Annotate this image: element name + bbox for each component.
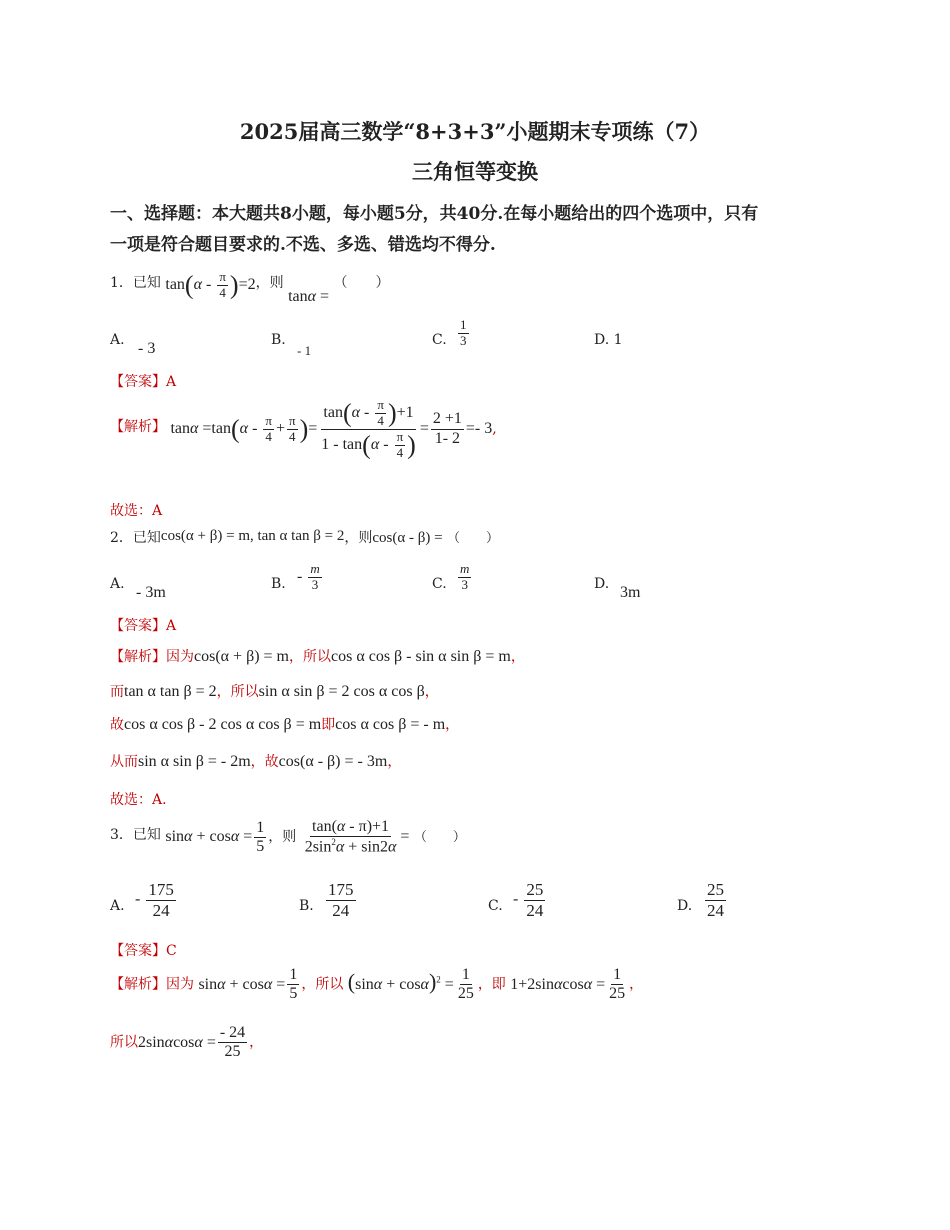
math-ask: cos(α - β) = [372, 530, 443, 546]
q3-option-b-value: $\frac{175}{24}$ [328, 880, 354, 920]
answer-blank: （ ） [333, 275, 390, 292]
math-condition: sinα + cosα = $\frac{1}{5}$ [165, 818, 265, 856]
q1-choose [110, 500, 162, 520]
question-1 [110, 268, 390, 306]
question-connector: ，则 [255, 275, 284, 292]
analysis-label: 【解析】 [110, 976, 166, 993]
q1-option-b-value: - 1 [297, 343, 312, 358]
q2-analysis-line4: 从而sin α sin β = - 2m，故cos(α - β) = - 3m， [110, 753, 402, 770]
math-condition: cos(α + β) = m, tan α tan β = 2 [160, 528, 345, 544]
answer-label: 【答案】 [110, 943, 166, 959]
q2-answer [110, 615, 176, 635]
question-connector: ，则 [268, 829, 297, 846]
q2-analysis-line2: 而tan α tan β = 2，所以sin α sin β = 2 cos α cos β， [110, 683, 439, 700]
analysis-math: cos α cos β - 2 cos α cos β = m [124, 716, 322, 733]
analysis-math: 1+2sinαcosα = $\frac{1}{25}$ [510, 966, 626, 1003]
question-number: 3．已知 [110, 827, 161, 844]
analysis-math: sinα + cosα = $\frac{1}{5}$ [198, 966, 298, 1003]
q1-analysis: 【解析】 tanα =tan(α - $\frac{\pi}{4}$ + $\frac{\pi}{4}$ )= tan(α - $\frac{\pi}{4}$ )+1 1 - tan(α - $\frac{\pi}{4}$ ) = $\frac{2 +1}{1- 2}$ =- 3, [110, 397, 497, 460]
choose-label: 故选： [110, 792, 152, 808]
choose-value: A. [152, 792, 167, 808]
q1-option-a: A. [110, 332, 125, 348]
analysis-math: tanα =tan(α - $\frac{\pi}{4}$ + $\frac{\pi}{4}$ )= tan(α - $\frac{\pi}{4}$ )+1 1 - tan(α - $\frac{\pi}{4}$ ) = $\frac{2 +1}{1- 2}$ =- 3 [170, 397, 493, 460]
question-number: 2．已知 [110, 530, 161, 546]
q3-option-d-value: $\frac{25}{24}$ [707, 880, 724, 920]
q2-option-b: B. [271, 576, 286, 592]
answer-label: 【答案】 [110, 618, 166, 634]
q2-analysis-line3: 故cos α cos β - 2 cos α cos β = m即cos α cos β = - m， [110, 716, 460, 733]
q3-option-b: B. [299, 898, 314, 914]
q2-option-b-value: - $\frac{m}{3}$ [297, 561, 320, 592]
q3-option-a-value: - $\frac{175}{24}$ [135, 880, 174, 920]
analysis-label: 【解析】 [110, 649, 166, 665]
page-subtitle: 三角恒等变换 [412, 159, 538, 184]
answer-blank: （ ） [446, 531, 499, 546]
q2-analysis-line1: 【解析】因为cos(α + β) = m，所以cos α cos β - sin α sin β = m， [110, 648, 525, 665]
q2-option-c: C. [432, 576, 447, 592]
page-title: 2025届高三数学“8+3+3”小题期末专项练（7） [239, 119, 711, 144]
math-ask: $\frac{\tan(\alpha - \pi)+1}{2\sin^2\alpha + \sin 2\alpha}$ = [304, 818, 410, 856]
q2-option-a-value: - 3m [136, 584, 166, 601]
q1-option-a-value: - 3 [138, 340, 156, 357]
question-3 [110, 818, 466, 857]
analysis-label: 【解析】 [110, 419, 166, 436]
question-2 [110, 527, 499, 547]
q2-option-d-value: 3m [620, 584, 641, 601]
q3-answer [110, 940, 177, 960]
analysis-math: cos(α + β) = m [194, 648, 289, 665]
q2-choose [110, 789, 167, 809]
analysis-math: sin α sin β = - 2m [138, 753, 251, 770]
answer-value: A [166, 618, 177, 634]
question-connector: ，则 [344, 530, 373, 546]
answer-label: 【答案】 [110, 374, 166, 390]
answer-blank: （ ） [413, 830, 466, 846]
q3-analysis-line1: 【解析】因为 sinα + cosα = $\frac{1}{5}$ ，所以 $(\sin\alpha + \cos\alpha)^2$ = $\frac{1}{25}$ ，即 1+2sinαcosα = $\frac{1}{25}$ ， [110, 966, 644, 1003]
answer-value: C [166, 943, 177, 959]
q2-option-d: D. [594, 576, 610, 592]
q3-analysis-line2: 所以2sinαcosα = $\frac{- 24}{25}$ ， [110, 1024, 264, 1061]
answer-value: A [166, 374, 177, 390]
math-ask: tanα = [288, 288, 330, 306]
q3-option-d: D. [677, 898, 693, 914]
q1-option-d-value: 1 [613, 332, 623, 348]
q1-option-c-value: $\frac{1}{3}$ [460, 317, 467, 348]
q3-option-a: A. [110, 898, 125, 914]
analysis-math: tan α tan β = 2 [124, 683, 217, 700]
q1-option-c: C. [432, 332, 447, 348]
q1-answer [110, 371, 176, 391]
q1-option-d: D. 1 [594, 332, 623, 348]
q1-option-b: B. [271, 332, 286, 348]
q3-option-c: C. [488, 898, 503, 914]
choose-label: 故选： [110, 503, 152, 519]
analysis-math: 2sinαcosα = $\frac{- 24}{25}$ [138, 1024, 246, 1061]
q2-option-c-value: $\frac{m}{3}$ [460, 561, 470, 592]
q2-option-a: A. [110, 576, 125, 592]
analysis-math: cos α cos β - sin α sin β = m [331, 648, 511, 665]
math-condition-render: tan(α - $\frac{\pi}{4}$ )=2 [165, 269, 256, 300]
section-instructions-line2: 一项是符合题目要求的.不选、多选、错选均不得分. [110, 235, 496, 255]
analysis-math: $(\sin\alpha + \cos\alpha)^2$ = $\frac{1}{25}$ [347, 966, 474, 1003]
section-instructions-line1: 一、选择题：本大题共8小题，每小题5分，共40分.在每小题给出的四个选项中，只有 [110, 204, 759, 224]
analysis-math: cos(α - β) = - 3m [278, 753, 388, 770]
question-number: 1．已知 [110, 275, 161, 292]
analysis-math: sin α sin β = 2 cos α cos β [258, 683, 425, 700]
choose-value: A [152, 503, 163, 519]
analysis-math: cos α cos β = - m [335, 716, 446, 733]
q3-option-c-value: - $\frac{25}{24}$ [513, 880, 544, 920]
